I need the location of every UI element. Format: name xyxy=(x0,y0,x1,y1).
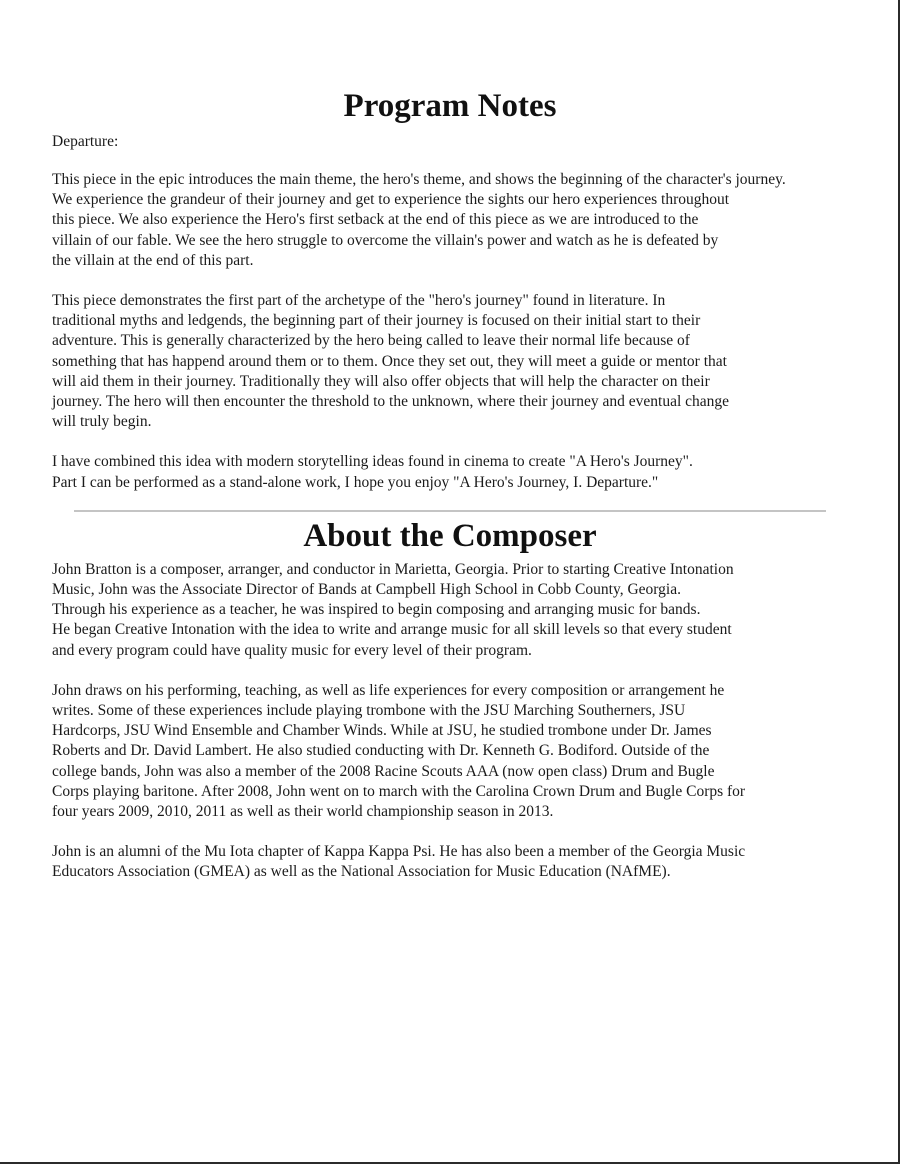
document-body xyxy=(52,86,892,883)
about-composer-paragraph-3: John is an alumni of the Mu Iota chapter of Kappa Kappa Psi. He has also been a member of the Georgia Music Educators Association (GMEA) as well as the National Association for Music Education (NAfME). xyxy=(52,843,746,881)
about-composer-title: About the Composer xyxy=(303,517,597,554)
program-notes-title: Program Notes xyxy=(343,88,557,124)
program-notes-paragraph-2: This piece demonstrates the first part of the archetype of the "hero's journey" found in literature. In traditional myths and ledgends, the beginning part of their journey is focused on their initial start to their adventure. This is generally characterized by the hero being called to leave their normal life because of something that has happend around them or to them. Once they set out, they will meet a guide or mentor that will aid them in their journey. Traditionally they will also offer objects that will help the character on their journey. The hero will then encounter the threshold to the unknown, where their journey and eventual change will truly begin. xyxy=(52,292,730,431)
section-divider xyxy=(74,510,826,512)
about-composer-paragraph-1: John Bratton is a composer, arranger, and conductor in Marietta, Georgia. Prior to starting Creative Intonation Music, John was the Associate Director of Bands at Campbell High School in Cobb County, Georgia. Through his experience as a teacher, he was inspired to begin composing and arranging music for bands. He began Creative Intonation with the idea to write and arrange music for all skill levels so that every student and every program could have quality music for every level of their program. xyxy=(52,560,734,659)
program-notes-paragraph-3: I have combined this idea with modern storytelling ideas found in cinema to create "A Hero's Journey". Part I can be performed as a stand-alone work, I hope you enjoy "A Hero's Journey, I. Departure." xyxy=(52,453,693,491)
program-notes-paragraph-1: This piece in the epic introduces the main theme, the hero's theme, and shows the beginning of the character's journey. We experience the grandeur of their journey and get to experience the sights our hero experiences throughout this piece. We also experience the Hero's first setback at the end of this piece as we are introduced to the villain of our fable. We see the hero struggle to overcome the villain's power and watch as he is defeated by the villain at the end of this part. xyxy=(52,171,786,269)
departure-label: Departure: xyxy=(52,133,119,150)
about-composer-paragraph-2: John draws on his performing, teaching, as well as life experiences for every composition or arrangement he writes. Some of these experiences include playing trombone with the JSU Marching Southerners, JSU Hardcorps, JSU Wind Ensemble and Chamber Winds. While at JSU, he studied trombone under Dr. James Roberts and Dr. David Lambert. He also studied conducting with Dr. Kenneth G. Bodiford. Outside of the college bands, John was also a member of the 2008 Racine Scouts AAA (now open class) Drum and Bugle Corps playing baritone. After 2008, John went on to march with the Carolina Crown Drum and Bugle Corps for four years 2009, 2010, 2011 as well as their world championship season in 2013. xyxy=(52,681,746,821)
